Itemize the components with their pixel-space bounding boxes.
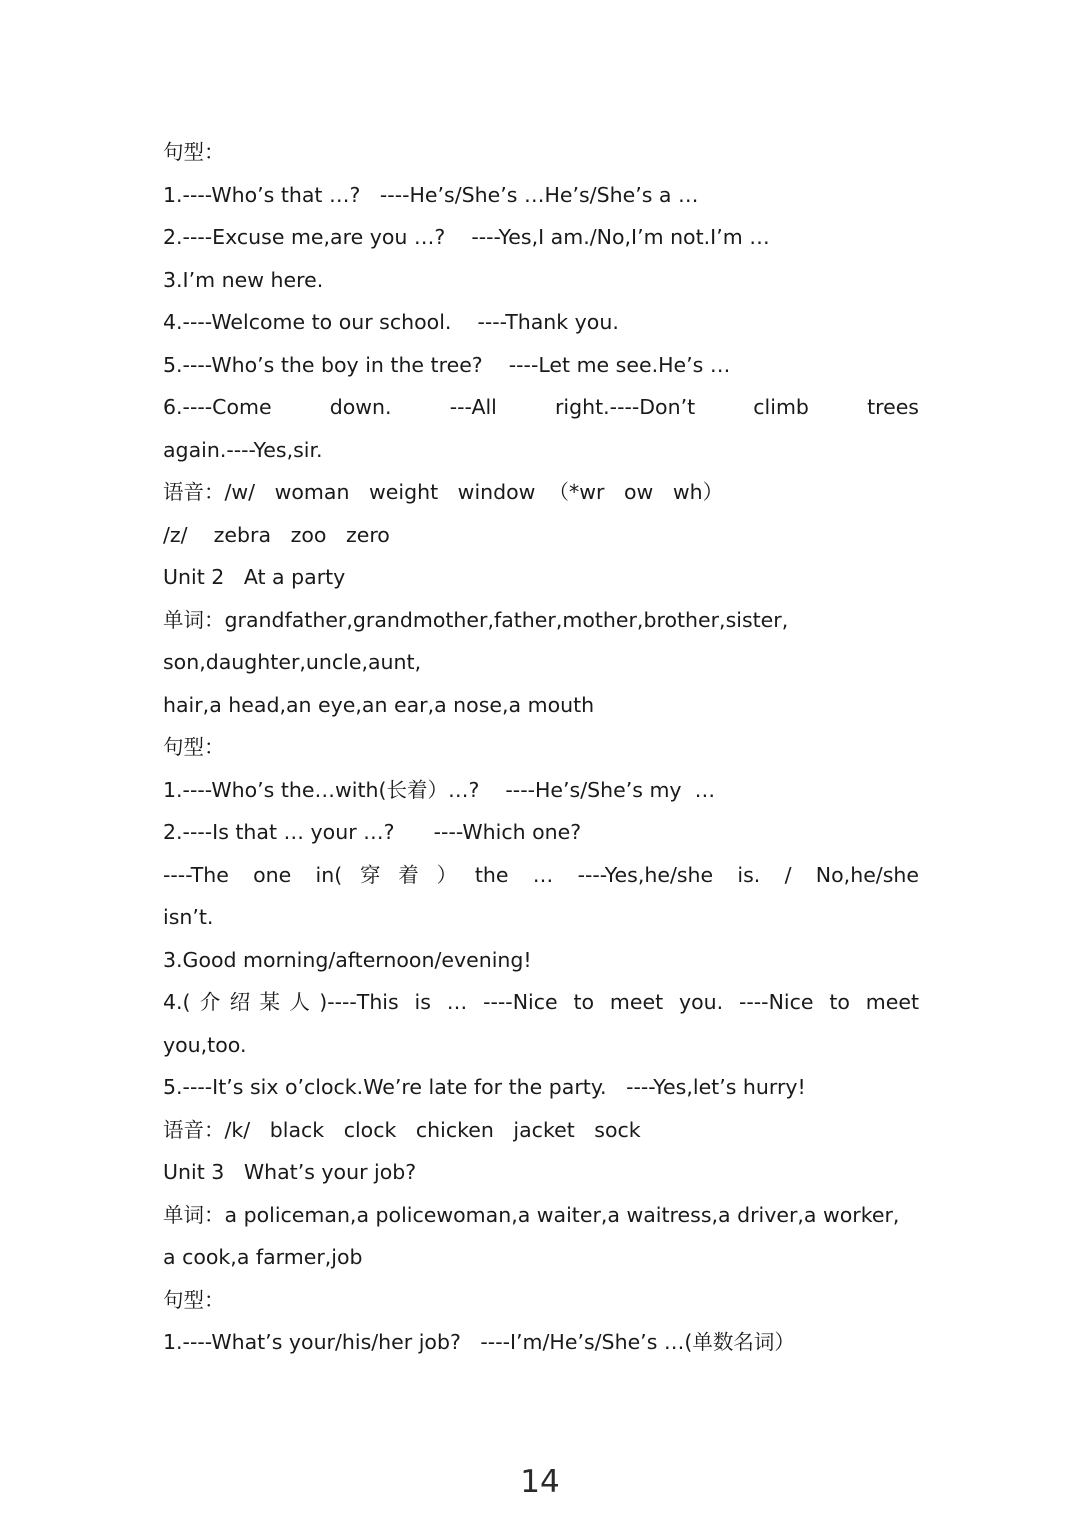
text-line: 1.----What’s your/his/her job? ----I’m/He’s/She’s …(单数名词） — [163, 1330, 795, 1354]
text-line: you,too. — [163, 1032, 247, 1057]
pronunciation-line: /z/ zebra zoo zero — [163, 522, 390, 547]
text-line: 3.Good morning/afternoon/evening! — [163, 947, 532, 972]
vocabulary-line: a cook,a farmer,job — [163, 1245, 363, 1269]
text-line: 5.----It’s six o’clock.We’re late for the party. ----Yes,let’s hurry! — [163, 1075, 806, 1099]
vocabulary-line: hair,a head,an eye,an ear,a nose,a mouth — [163, 692, 595, 717]
text-line: isn’t. — [163, 905, 214, 929]
text-line: 4.(介绍某人)----This is … ----Nice to meet you. ----Nice to meet — [163, 990, 919, 1014]
pronunciation-line: 语音：/k/ black clock chicken jacket sock — [163, 1117, 641, 1142]
text-line: ----The one in(穿着）the … ----Yes,he/she is. / No,he/she — [163, 862, 919, 887]
unit-heading: Unit 3 What’s your job? — [163, 1160, 417, 1184]
text-line: 2.----Is that … your …? ----Which one? — [163, 820, 582, 844]
text-line: 4.----Welcome to our school. ----Thank you. — [163, 310, 619, 334]
page-number: 14 — [520, 1464, 560, 1500]
page-content — [163, 131, 919, 1364]
text-line: again.----Yes,sir. — [163, 437, 323, 462]
pronunciation-line: 语音：/w/ woman weight window （*wr ow wh） — [163, 480, 724, 504]
text-line: 1.----Who’s the…with(长着）…? ----He’s/She’s my … — [163, 777, 716, 802]
section-heading-sentence-patterns: 句型： — [163, 735, 225, 759]
text-line: 5.----Who’s the boy in the tree? ----Let me see.He’s … — [163, 352, 731, 377]
section-heading-sentence-patterns: 句型： — [163, 140, 225, 164]
text-line: 6.----Come down. ---All right.----Don’t climb trees — [163, 395, 919, 419]
section-heading-sentence-patterns: 句型： — [163, 1287, 225, 1312]
vocabulary-line: 单词：a policeman,a policewoman,a waiter,a waitress,a driver,a worker, — [163, 1202, 900, 1227]
text-line: 2.----Excuse me,are you …? ----Yes,I am./No,I’m not.I’m … — [163, 225, 770, 249]
unit-heading: Unit 2 At a party — [163, 565, 346, 589]
text-line: 1.----Who’s that …? ----He’s/She’s …He’s/She’s a … — [163, 182, 699, 207]
text-line: 3.I’m new here. — [163, 267, 324, 292]
vocabulary-line: son,daughter,uncle,aunt, — [163, 650, 422, 674]
vocabulary-line: 单词：grandfather,grandmother,father,mother,brother,sister, — [163, 607, 789, 632]
